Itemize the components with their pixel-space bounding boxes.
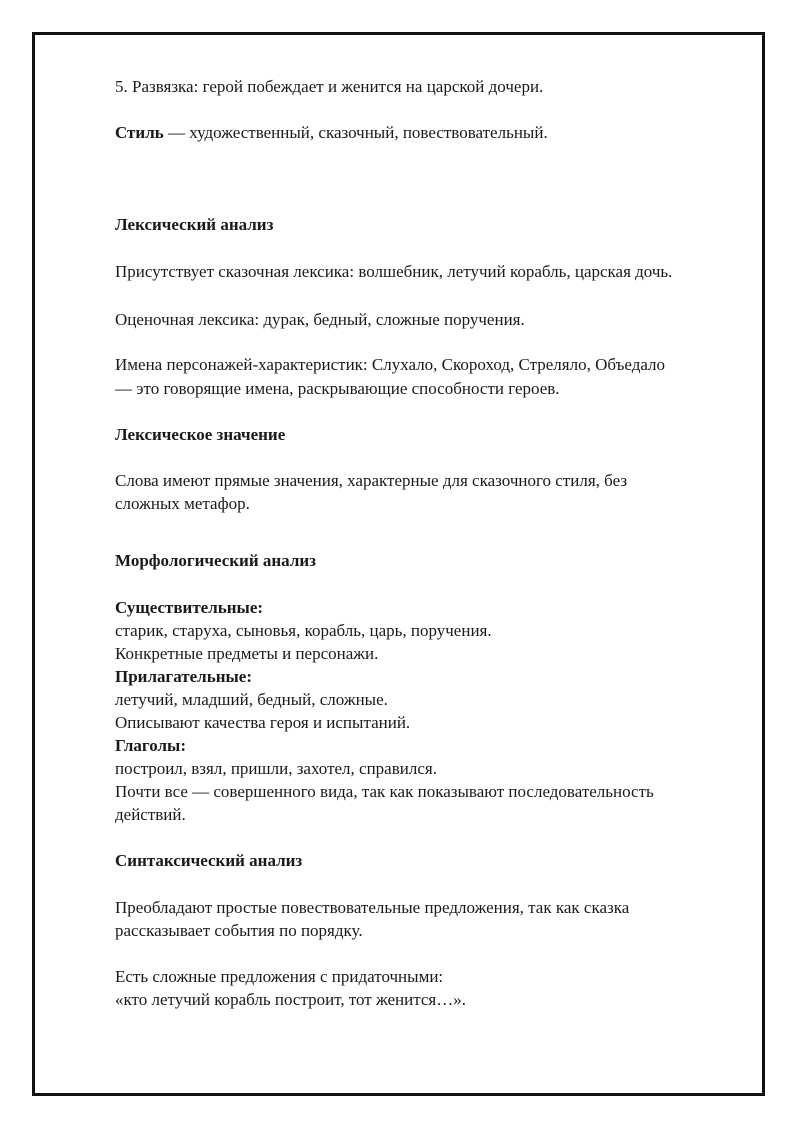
lexical-paragraph-3-line-1: Имена персонажей-характеристик: Слухало, Скороход, Стреляло, Объедало	[115, 355, 666, 374]
nouns-heading: Существительные:	[115, 598, 264, 617]
lexical-paragraph-3-line-2: — это говорящие имена, раскрывающие способности героев.	[115, 379, 560, 398]
nouns-list: старик, старуха, сыновья, корабль, царь, поручения.	[115, 621, 492, 640]
adjectives-list: летучий, младший, бедный, сложные.	[115, 690, 388, 709]
style-term: Стиль	[115, 123, 164, 142]
adjectives-heading: Прилагательные:	[115, 667, 252, 686]
verbs-note-line-2: действий.	[115, 805, 186, 824]
syntax-paragraph-1-line-1: Преобладают простые повествовательные предложения, так как сказка	[115, 898, 630, 917]
adjectives-note: Описывают качества героя и испытаний.	[115, 713, 411, 732]
lexical-meaning-line-1: Слова имеют прямые значения, характерные для сказочного стиля, без	[115, 471, 628, 490]
syntax-paragraph-2-line-2: «кто летучий корабль построит, тот женится…».	[115, 990, 466, 1009]
syntax-heading: Синтаксический анализ	[115, 851, 303, 870]
style-line	[115, 122, 548, 144]
style-text: — художественный, сказочный, повествовательный.	[163, 123, 548, 142]
verbs-list: построил, взял, пришли, захотел, справился.	[115, 759, 437, 778]
lexical-paragraph-2: Оценочная лексика: дурак, бедный, сложные поручения.	[115, 310, 525, 329]
syntax-paragraph-1-line-2: рассказывает события по порядку.	[115, 921, 363, 940]
verbs-heading: Глаголы:	[115, 736, 186, 755]
lexical-paragraph-1: Присутствует сказочная лексика: волшебник, летучий корабль, царская дочь.	[115, 262, 673, 281]
lexical-meaning-heading: Лексическое значение	[115, 425, 286, 444]
morphology-heading: Морфологический анализ	[115, 551, 316, 570]
nouns-note: Конкретные предметы и персонажи.	[115, 644, 379, 663]
lexical-heading: Лексический анализ	[115, 215, 274, 234]
lexical-meaning-line-2: сложных метафор.	[115, 494, 250, 513]
syntax-paragraph-2-line-1: Есть сложные предложения с придаточными:	[115, 967, 444, 986]
verbs-note-line-1: Почти все — совершенного вида, так как показывают последовательность	[115, 782, 654, 801]
outcome-line: 5. Развязка: герой побеждает и женится на царской дочери.	[115, 77, 544, 96]
